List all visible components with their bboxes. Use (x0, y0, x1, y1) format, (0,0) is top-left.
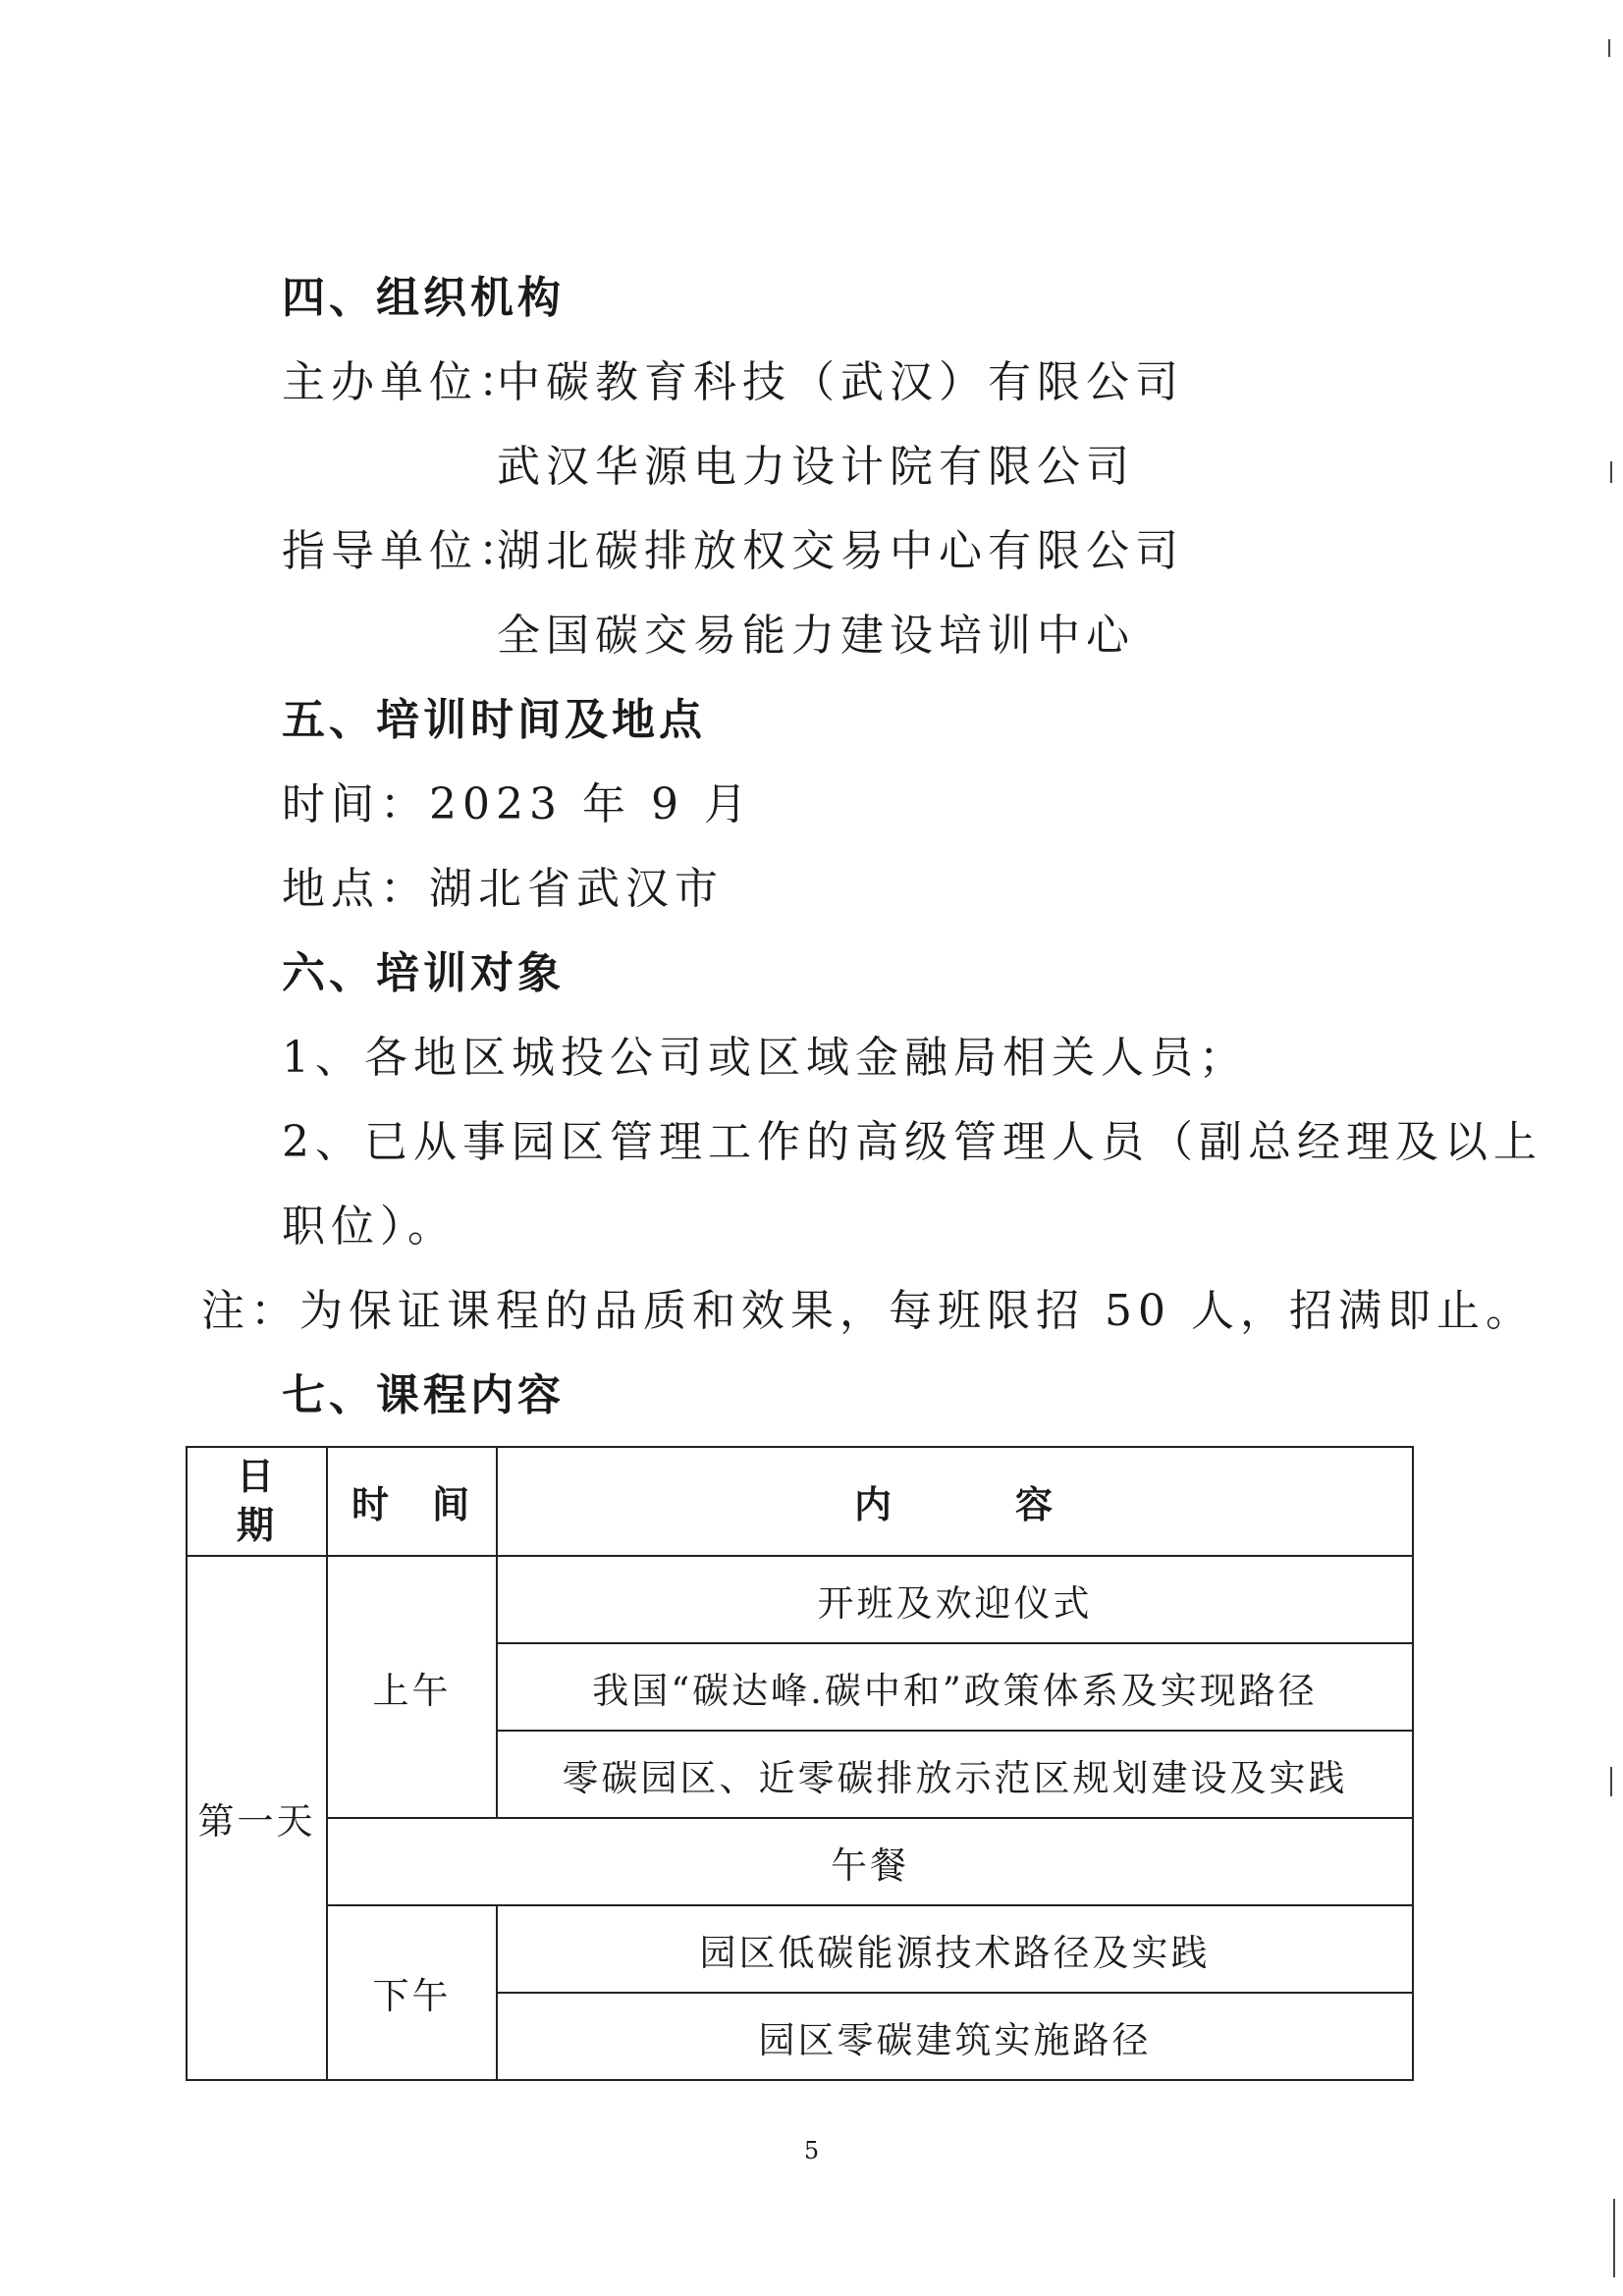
table-row (187, 1556, 1413, 1643)
table-row (187, 1905, 1413, 1993)
scan-mark (1610, 461, 1612, 483)
course-item: 园区低碳能源技术路径及实践 (497, 1905, 1413, 1993)
host-label: 主办单位： (282, 357, 527, 407)
morning-cell: 上午 (327, 1556, 497, 1818)
col-header-time: 时 间 (327, 1447, 497, 1556)
host-org-1: 中碳教育科技（武汉）有限公司 (497, 357, 1184, 407)
table-header-row (187, 1447, 1413, 1556)
course-item: 开班及欢迎仪式 (497, 1556, 1413, 1643)
guide-org-2: 全国碳交易能力建设培训中心 (497, 611, 1135, 661)
scan-mark (1610, 1767, 1612, 1796)
scan-mark (1613, 2199, 1615, 2277)
lunch-cell: 午餐 (327, 1818, 1413, 1905)
audience-item-1: 1、各地区城投公司或区域金融局相关人员； (282, 1033, 1248, 1083)
day-cell: 第一天 (187, 1556, 327, 2080)
col-header-content: 内 容 (497, 1447, 1413, 1556)
scan-mark (1608, 39, 1610, 57)
page-number: 5 (803, 2137, 820, 2164)
section-heading-audience: 六、培训对象 (282, 948, 565, 998)
audience-item-2-cont: 职位）。 (282, 1201, 457, 1252)
col-header-date: 日期 (187, 1447, 327, 1556)
section-heading-course: 七、课程内容 (282, 1370, 565, 1420)
training-time: 时间：2023 年 9 月 (282, 779, 753, 829)
section-heading-time-place: 五、培训时间及地点 (282, 695, 706, 745)
guide-org-1: 湖北碳排放权交易中心有限公司 (497, 526, 1184, 576)
course-table (186, 1446, 1414, 2081)
guide-label: 指导单位： (282, 526, 527, 576)
course-item: 园区零碳建筑实施路径 (497, 1993, 1413, 2080)
enrollment-note: 注：为保证课程的品质和效果，每班限招 50 人，招满即止。 (201, 1286, 1535, 1336)
course-item: 零碳园区、近零碳排放示范区规划建设及实践 (497, 1731, 1413, 1818)
training-place: 地点：湖北省武汉市 (282, 864, 724, 914)
host-org-2: 武汉华源电力设计院有限公司 (497, 442, 1135, 492)
audience-item-2: 2、已从事园区管理工作的高级管理人员（副总经理及以上 (282, 1117, 1542, 1167)
afternoon-cell: 下午 (327, 1905, 497, 2080)
course-item: 我国“碳达峰.碳中和”政策体系及实现路径 (497, 1643, 1413, 1731)
section-heading-org: 四、组织机构 (282, 273, 565, 323)
table-row (187, 1818, 1413, 1905)
